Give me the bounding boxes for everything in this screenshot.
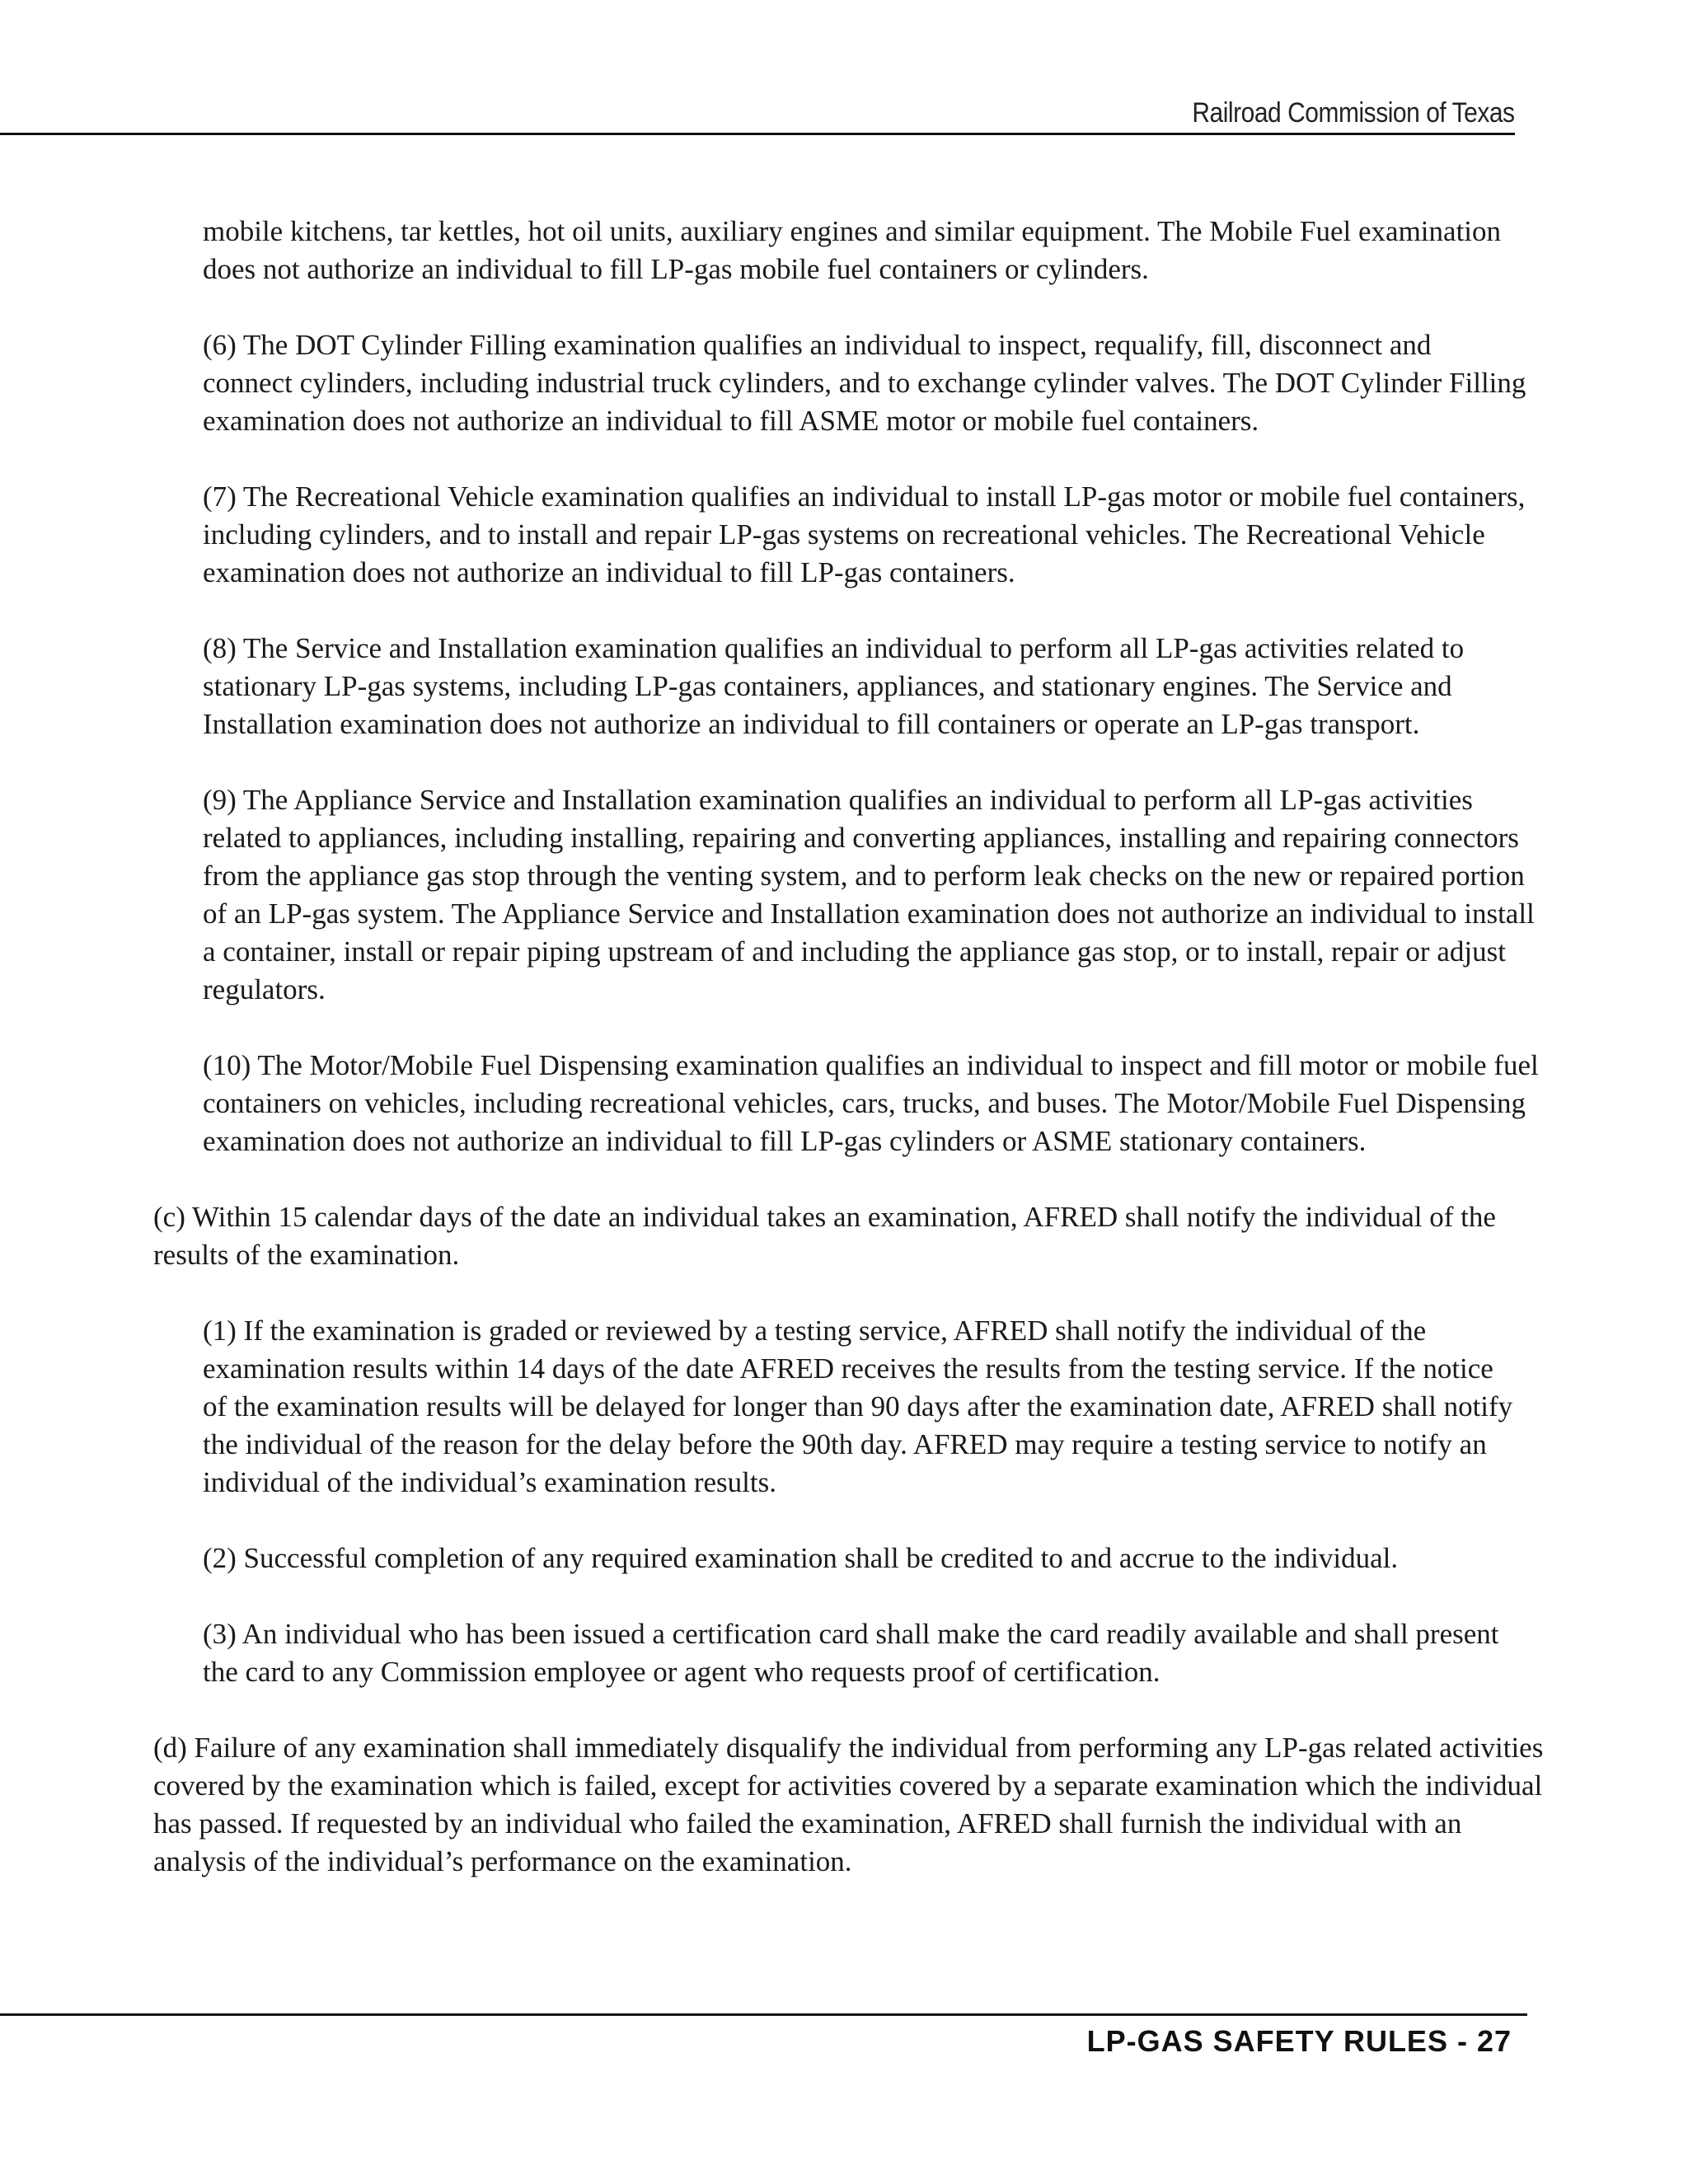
paragraph-line: (9) The Appliance Service and Installation examination qualifies an individual to perform all LP-gas activities: [203, 784, 1473, 816]
paragraph: [0, 1312, 1688, 1502]
paragraph-line: connect cylinders, including industrial truck cylinders, and to exchange cylinder valves. The DOT Cylinder Filling: [203, 367, 1526, 399]
paragraph-line: (2) Successful completion of any required examination shall be credited to and accrue to the individual.: [203, 1542, 1399, 1574]
paragraph-line: regulators.: [203, 973, 326, 1005]
paragraph: [0, 1540, 1688, 1577]
paragraph-line: examination does not authorize an individual to fill LP-gas containers.: [203, 556, 1015, 588]
paragraph-line: has passed. If requested by an individual who failed the examination, AFRED shall furnish the individual with an: [153, 1807, 1462, 1840]
paragraph: [0, 781, 1688, 1009]
paragraph-line: of an LP-gas system. The Appliance Service and Installation examination does not authorize an individual to install: [203, 898, 1535, 930]
paragraph-line: does not authorize an individual to fill LP-gas mobile fuel containers or cylinders.: [203, 253, 1149, 285]
header-divider: [0, 133, 1515, 135]
paragraph-line: analysis of the individual’s performance on the examination.: [153, 1845, 852, 1877]
page-footer-title: LP-GAS SAFETY RULES - 27: [1086, 2024, 1512, 2058]
paragraph-line: (6) The DOT Cylinder Filling examination qualifies an individual to inspect, requalify, fill, disconnect and: [203, 329, 1432, 361]
paragraph-line: including cylinders, and to install and repair LP-gas systems on recreational vehicles. The Recreational Vehicle: [203, 518, 1485, 551]
paragraph-line: (1) If the examination is graded or reviewed by a testing service, AFRED shall notify the individual of the: [203, 1315, 1427, 1347]
paragraph-line: from the appliance gas stop through the venting system, and to perform leak checks on the new or repaired portion: [203, 860, 1525, 892]
paragraph: [0, 1615, 1688, 1691]
paragraph-line: of the examination results will be delayed for longer than 90 days after the examination date, AFRED shall notify: [203, 1390, 1513, 1422]
paragraph-line: (c) Within 15 calendar days of the date an individual takes an examination, AFRED shall notify the individual of the: [153, 1201, 1496, 1233]
paragraph-line: Installation examination does not authorize an individual to fill containers or operate an LP-gas transport.: [203, 708, 1420, 740]
paragraph: [0, 1729, 1688, 1881]
footer-divider: [0, 2013, 1527, 2016]
paragraph-line: examination results within 14 days of the date AFRED receives the results from the testing service. If the notice: [203, 1352, 1493, 1385]
paragraph-line: examination does not authorize an individual to fill ASME motor or mobile fuel containers.: [203, 405, 1259, 437]
paragraph-line: (8) The Service and Installation examination qualifies an individual to perform all LP-gas activities related to: [203, 632, 1465, 664]
paragraph: [0, 213, 1688, 288]
paragraph-line: (3) An individual who has been issued a certification card shall make the card readily available and shall present: [203, 1618, 1499, 1650]
paragraph-line: (10) The Motor/Mobile Fuel Dispensing examination qualifies an individual to inspect and fill motor or mobile fuel: [203, 1049, 1539, 1081]
paragraph-line: results of the examination.: [153, 1239, 460, 1271]
paragraph: [0, 478, 1688, 592]
paragraph-line: the card to any Commission employee or agent who requests proof of certification.: [203, 1656, 1160, 1688]
paragraph: [0, 1047, 1688, 1160]
paragraph-line: related to appliances, including installing, repairing and converting appliances, installing and repairing connectors: [203, 822, 1519, 854]
paragraph-line: individual of the individual’s examination results.: [203, 1466, 777, 1498]
paragraph-line: a container, install or repair piping upstream of and including the appliance gas stop, or to install, repair or adjust: [203, 935, 1506, 968]
paragraph-line: mobile kitchens, tar kettles, hot oil units, auxiliary engines and similar equipment. The Mobile Fuel examination: [203, 215, 1502, 247]
paragraph: [0, 630, 1688, 743]
paragraph-line: (7) The Recreational Vehicle examination qualifies an individual to install LP-gas motor or mobile fuel containers,: [203, 480, 1526, 513]
paragraph-line: stationary LP-gas systems, including LP-gas containers, appliances, and stationary engines. The Service and: [203, 670, 1452, 702]
paragraph-line: examination does not authorize an individual to fill LP-gas cylinders or ASME stationary containers.: [203, 1125, 1367, 1157]
paragraph: [0, 1198, 1688, 1274]
paragraph-line: covered by the examination which is failed, except for activities covered by a separate examination which the individual: [153, 1769, 1543, 1802]
paragraph: [0, 326, 1688, 440]
paragraph-line: (d) Failure of any examination shall immediately disqualify the individual from performing any LP-gas related activities: [153, 1732, 1544, 1764]
page-header-title: Railroad Commission of Texas: [1192, 97, 1515, 129]
paragraph-line: the individual of the reason for the delay before the 90th day. AFRED may require a testing service to notify an: [203, 1428, 1487, 1460]
document-body: [0, 213, 1688, 1919]
paragraph-line: containers on vehicles, including recreational vehicles, cars, trucks, and buses. The Motor/Mobile Fuel Dispensing: [203, 1087, 1526, 1119]
